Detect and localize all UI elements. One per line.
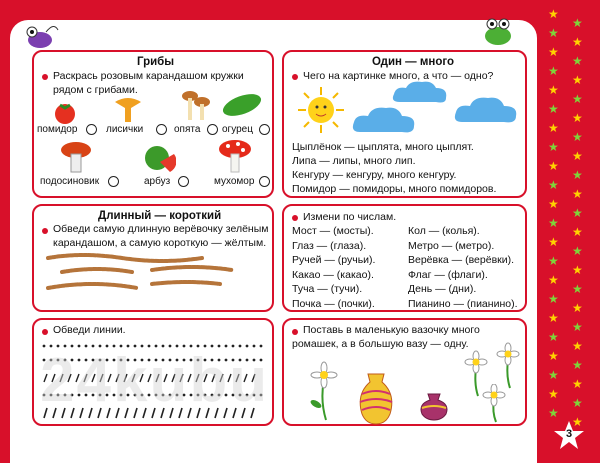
plural-item: Метро — (метро).: [408, 239, 495, 252]
star-icon: ★: [572, 396, 583, 410]
star-icon: ★: [572, 415, 583, 429]
page-number: 3: [565, 428, 573, 440]
star-icon: ★: [548, 197, 559, 211]
plural-item: Почка — (почки).: [292, 297, 375, 310]
star-icon: ★: [548, 273, 559, 287]
one-many-line: Кенгуру — кенгуру, много кенгуру.: [292, 169, 457, 181]
star-icon: ★: [572, 149, 583, 163]
long-short-card: [32, 204, 274, 312]
star-icon: ★: [548, 387, 559, 401]
tomato-icon: [50, 100, 80, 124]
label-fly-agaric: мухомор: [214, 176, 255, 187]
mushrooms-instruction-1: Раскрась розовым карандашом кружки: [53, 70, 244, 82]
fly-agaric-icon: [216, 138, 254, 174]
watermelon-icon: [142, 142, 176, 174]
one-many-line: Цыплёнок — цыплята, много цыплят.: [292, 141, 474, 153]
star-icon: ★: [548, 159, 559, 173]
long-short-title: Длинный — короткий: [98, 210, 222, 222]
star-icon: ★: [548, 292, 559, 306]
label-tomato: помидор: [37, 124, 78, 135]
plural-item: Какао — (какао).: [292, 268, 374, 281]
long-short-instruction-1: Обведи самую длинную верёвочку зелёным: [53, 223, 269, 235]
ropes[interactable]: [42, 250, 268, 310]
star-icon: ★: [548, 235, 559, 249]
star-icon: ★: [548, 83, 559, 97]
star-icon: ★: [572, 35, 583, 49]
plural-item: Ручей — (ручьи).: [292, 254, 376, 266]
star-icon: ★: [572, 187, 583, 201]
rope-5: [152, 282, 220, 284]
chanterelle-icon: [111, 94, 145, 124]
bullet: [292, 74, 298, 80]
star-icon: ★: [548, 330, 559, 344]
label-boletus: подосиновик: [40, 176, 100, 187]
one-many-line: Помидор — помидоры, много помидоров.: [292, 183, 497, 195]
vases-instruction-1: Поставь в маленькую вазочку много: [303, 324, 480, 336]
circle-honey-fungus[interactable]: [207, 124, 218, 135]
small-vase-icon: [416, 390, 452, 422]
star-icon: ★: [548, 254, 559, 268]
bullet: [292, 329, 298, 335]
mushrooms-card: [32, 50, 274, 198]
plural-item: Кол — (колья).: [408, 225, 480, 237]
star-icon: ★: [572, 339, 583, 353]
star-icon: ★: [572, 225, 583, 239]
star-icon: ★: [548, 216, 559, 230]
label-cucumber: огурец: [222, 124, 253, 135]
one-many-title: Один — много: [372, 56, 455, 68]
star-icon: ★: [572, 377, 583, 391]
cucumber-icon: [220, 90, 264, 120]
frog-icon: [478, 14, 518, 48]
star-icon: ★: [548, 349, 559, 363]
star-icon: ★: [548, 406, 559, 420]
plural-item: Пианино — (пианино).: [408, 297, 518, 310]
tracing-instruction: Обведи линии.: [53, 324, 126, 336]
star-icon: ★: [548, 311, 559, 325]
vases-card: [282, 318, 527, 426]
mushrooms-title: Грибы: [137, 56, 175, 68]
plural-instruction: Измени по числам.: [303, 211, 397, 223]
bug-icon: [20, 22, 60, 52]
honey-fungus-icon: [178, 88, 212, 124]
rope-1: [48, 255, 202, 261]
plural-item: Глаз — (глаза).: [292, 239, 367, 252]
star-icon: ★: [572, 301, 583, 315]
label-chanterelle: лисички: [106, 124, 144, 135]
chamomile-icon: [474, 384, 514, 424]
cloud-icon: [390, 78, 450, 106]
plural-item: Верёвка — (верёвки).: [408, 254, 515, 266]
star-icon: ★: [548, 7, 559, 21]
watermark-text: 24kubu: [40, 346, 270, 415]
sun-icon: [296, 85, 346, 135]
circle-cucumber[interactable]: [259, 124, 270, 135]
star-icon: ★: [572, 168, 583, 182]
circle-fly-agaric[interactable]: [259, 176, 270, 187]
star-icon: ★: [572, 282, 583, 296]
star-icon: ★: [572, 263, 583, 277]
label-watermelon: арбуз: [144, 176, 171, 187]
chamomile-icon: [302, 360, 346, 422]
mushrooms-instruction-2: рядом с грибами.: [53, 84, 138, 96]
vases-instruction-2: ромашек, а в большую вазу — одну.: [292, 338, 469, 350]
plural-card: [282, 204, 527, 312]
star-icon: ★: [548, 368, 559, 382]
star-icon: ★: [572, 54, 583, 68]
star-icon: ★: [572, 244, 583, 258]
one-many-card: [282, 50, 527, 198]
star-icon: ★: [548, 140, 559, 154]
circle-chanterelle[interactable]: [156, 124, 167, 135]
plural-item: Туча — (тучи).: [292, 283, 363, 295]
star-icon: ★: [572, 16, 583, 30]
one-many-line: Липа — липы, много лип.: [292, 155, 416, 167]
star-icon: ★: [548, 64, 559, 78]
rope-2: [62, 269, 132, 272]
big-vase-icon: [354, 370, 398, 426]
circle-watermelon[interactable]: [178, 176, 189, 187]
rope-3: [152, 267, 232, 270]
page-title: Занятие 2: [247, 24, 317, 40]
star-icon: ★: [548, 45, 559, 59]
star-icon: ★: [572, 130, 583, 144]
star-icon: ★: [548, 121, 559, 135]
star-icon: ★: [572, 320, 583, 334]
plural-item: День — (дни).: [408, 283, 477, 295]
star-icon: ★: [548, 102, 559, 116]
star-icon: ★: [572, 111, 583, 125]
chamomile-icon: [488, 342, 528, 390]
star-icon: ★: [548, 26, 559, 40]
cloud-icon: [350, 104, 420, 136]
bullet: [42, 329, 48, 335]
circle-boletus[interactable]: [108, 176, 119, 187]
one-many-question: Чего на картинке много, а что — одно?: [303, 70, 494, 82]
star-icon: ★: [572, 206, 583, 220]
star-icon: ★: [572, 358, 583, 372]
circle-tomato[interactable]: [86, 124, 97, 135]
plural-item: Флаг — (флаги).: [408, 268, 488, 281]
rope-4: [48, 284, 137, 288]
star-icon: ★: [572, 92, 583, 106]
bullet: [42, 74, 48, 80]
bullet: [42, 228, 48, 234]
label-honey-fungus: опята: [174, 124, 201, 135]
boletus-icon: [58, 140, 94, 174]
plural-item: Мост — (мосты).: [292, 225, 374, 237]
long-short-instruction-2: карандашом, а самую короткую — жёлтым.: [53, 237, 267, 249]
cloud-icon: [452, 94, 522, 126]
bullet: [292, 215, 298, 221]
star-icon: ★: [548, 178, 559, 192]
star-icon: ★: [572, 73, 583, 87]
stars-sidebar: [540, 0, 600, 463]
